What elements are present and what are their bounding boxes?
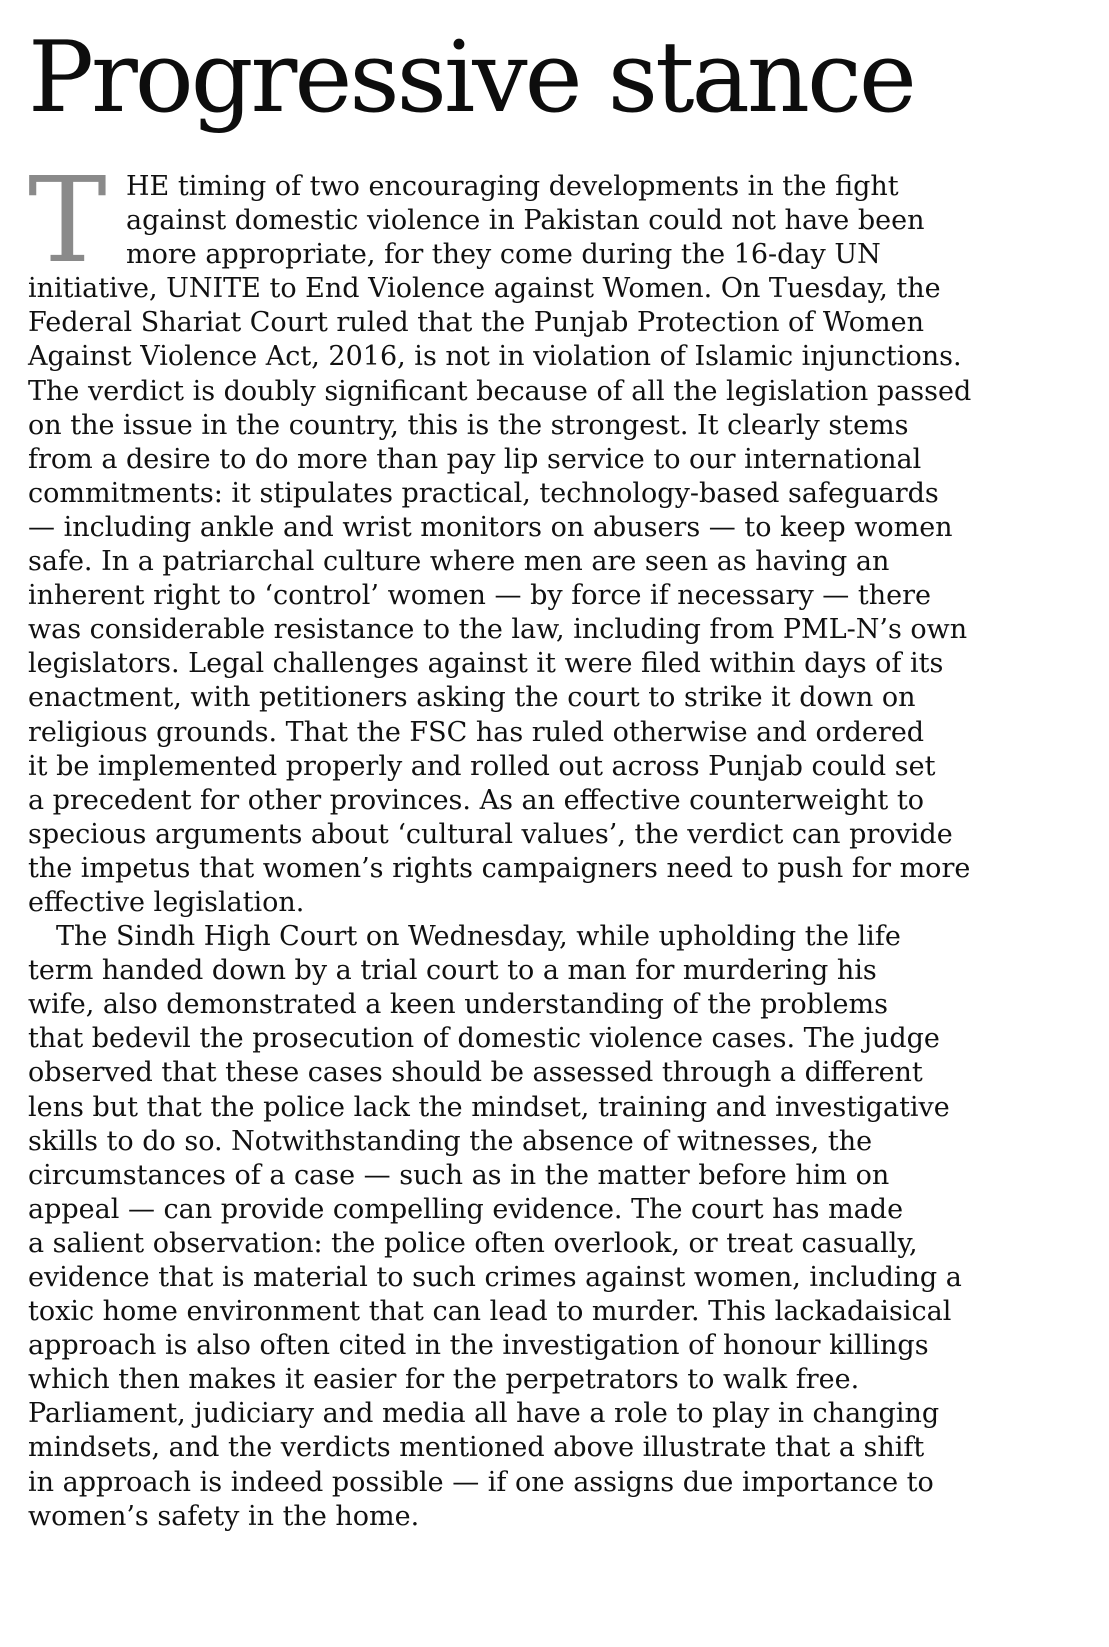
text-line: mindsets, and the verdicts mentioned above illustrate that a shift (28, 1432, 925, 1464)
text-line: appeal — can provide compelling evidence. The court has made (28, 1193, 904, 1225)
text-line: circumstances of a case — such as in the matter before him on (28, 1159, 890, 1191)
text-line: safe. In a patriarchal culture where men are seen as having an (28, 546, 890, 578)
text-line: in approach is indeed possible — if one assigns due importance to (28, 1466, 934, 1498)
editorial-article (28, 18, 1028, 1534)
text-line: approach is also often cited in the investigation of honour killings (28, 1330, 929, 1362)
article-body (28, 151, 1028, 1534)
text-line: effective legislation. (28, 886, 305, 918)
text-line: The verdict is doubly significant because of all the legislation passed (28, 375, 972, 407)
text-line: a precedent for other provinces. As an effective counterweight to (28, 784, 924, 816)
text-line: lens but that the police lack the mindset, training and investigative (28, 1091, 950, 1123)
text-line: women’s safety in the home. (28, 1500, 420, 1532)
text-line: against domestic violence in Pakistan could not have been (126, 205, 925, 237)
text-line: more appropriate, for they come during the 16-day UN (126, 239, 881, 271)
text-line: toxic home environment that can lead to murder. This lackadaisical (28, 1296, 952, 1328)
text-line: religious grounds. That the FSC has ruled otherwise and ordered (28, 716, 925, 748)
text-line: observed that these cases should be assessed through a different (28, 1057, 923, 1089)
text-line: enactment, with petitioners asking the court to strike it down on (28, 682, 916, 714)
text-line: Against Violence Act, 2016, is not in violation of Islamic injunctions. (28, 341, 962, 373)
text-line: which then makes it easier for the perpetrators to walk free. (28, 1364, 860, 1396)
text-line: Federal Shariat Court ruled that the Punjab Protection of Women (28, 307, 925, 339)
paragraph-1 (28, 151, 1028, 920)
text-line: that bedevil the prosecution of domestic violence cases. The judge (28, 1023, 940, 1055)
text-line: specious arguments about ‘cultural values’, the verdict can provide (28, 818, 953, 850)
text-line: skills to do so. Notwithstanding the absence of witnesses, the (28, 1125, 873, 1157)
text-line: The Sindh High Court on Wednesday, while upholding the life (56, 921, 901, 953)
text-line: wife, also demonstrated a keen understanding of the problems (28, 989, 888, 1021)
text-line: was considerable resistance to the law, including from PML-N’s own (28, 614, 968, 646)
text-line: on the issue in the country, this is the strongest. It clearly stems (28, 409, 909, 441)
text-line: Parliament, judiciary and media all have a role to play in changing (28, 1398, 940, 1430)
text-line: legislators. Legal challenges against it were filed within days of its (28, 648, 944, 680)
text-line: the impetus that women’s rights campaigners need to push for more (28, 852, 971, 884)
paragraph-2 (28, 920, 1028, 1534)
text-line: a salient observation: the police often overlook, or treat casually, (28, 1227, 918, 1259)
text-line: it be implemented properly and rolled out across Punjab could set (28, 750, 936, 782)
text-line: term handed down by a trial court to a man for murdering his (28, 955, 877, 987)
text-line: HE timing of two encouraging developments in the fight (126, 171, 899, 202)
text-line: — including ankle and wrist monitors on abusers — to keep women (28, 511, 953, 543)
headline: Progressive stance (28, 21, 914, 135)
text-line: initiative, UNITE to End Violence against Women. On Tuesday, the (28, 273, 941, 305)
text-line: from a desire to do more than pay lip service to our international (28, 443, 922, 475)
text-line: evidence that is material to such crimes against women, including a (28, 1262, 962, 1293)
drop-cap: T (28, 151, 107, 289)
text-line: commitments: it stipulates practical, technology-based safeguards (28, 477, 939, 509)
text-line: inherent right to ‘control’ women — by force if necessary — there (28, 580, 931, 612)
